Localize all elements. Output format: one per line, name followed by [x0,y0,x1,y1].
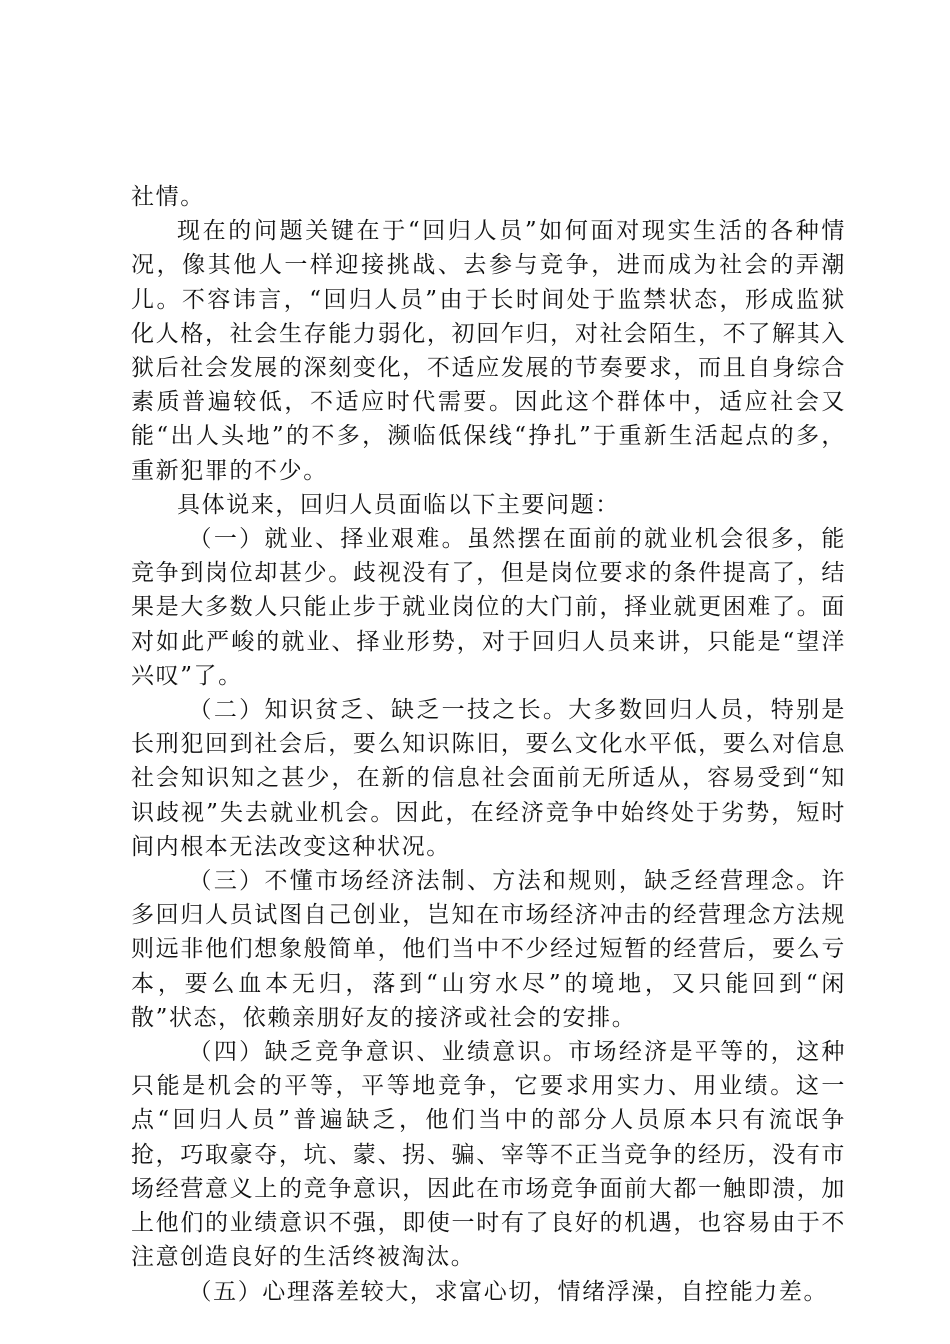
paragraph-problem-2: （二）知识贫乏、缺乏一技之长。大多数回归人员，特别是长刑犯回到社会后，要么知识陈旧，要么文化水平低，要么对信息社会知识知之甚少，在新的信息社会面前无所适从，容易受到“知识歧视”失去就业机会。因此，在经济竞争中始终处于劣势，短时间内根本无法改变这种状况。 [131,697,846,860]
paragraph-problem-overview: 现在的问题关键在于“回归人员”如何面对现实生活的各种情况，像其他人一样迎接挑战、去参与竞争，进而成为社会的弄潮儿。不容讳言，“回归人员”由于长时间处于监禁状态，形成监狱化人格，社会生存能力弱化，初回乍归，对社会陌生，不了解其入狱后社会发展的深刻变化，不适应发展的节奏要求，而且自身综合素质普遍较低，不适应时代需要。因此这个群体中，适应社会又能“出人头地”的不多，濒临低保线“挣扎”于重新生活起点的多，重新犯罪的不少。 [131,218,846,484]
paragraph-problem-1: （一）就业、择业艰难。虽然摆在面前的就业机会很多，能竞争到岗位却甚少。歧视没有了，但是岗位要求的条件提高了，结果是大多数人只能止步于就业岗位的大门前，择业就更困难了。面对如此严峻的就业、择业形势，对于回归人员来讲，只能是“望洋兴叹”了。 [131,526,846,689]
paragraph-problem-3: （三）不懂市场经济法制、方法和规则，缺乏经营理念。许多回归人员试图自己创业，岂知在市场经济冲击的经营理念方法规则远非他们想象般简单，他们当中不少经过短暂的经营后，要么亏本，要么血本无归，落到“山穷水尽”的境地，又只能回到“闲散”状态，依赖亲朋好友的接济或社会的安排。 [131,868,846,1031]
paragraph-problem-4: （四）缺乏竞争意识、业绩意识。市场经济是平等的，这种只能是机会的平等，平等地竞争，它要求用实力、用业绩。这一点“回归人员”普遍缺乏，他们当中的部分人员原本只有流氓争抢，巧取豪夺，坑、蒙、拐、骗、宰等不正当竞争的经历，没有市场经营意义上的竞争意识，因此在市场竞争面前大都一触即溃，加上他们的业绩意识不强，即使一时有了良好的机遇，也容易由于不注意创造良好的生活终被淘汰。 [131,1039,846,1271]
paragraph-continuation: 社情。 [131,184,205,210]
paragraph-problem-5: （五）心理落差较大，求富心切，情绪浮澡，自控能力差。 [188,1278,829,1305]
document-body [131,180,846,1309]
paragraph-problem-intro: 具体说来，回归人员面临以下主要问题： [177,491,620,518]
